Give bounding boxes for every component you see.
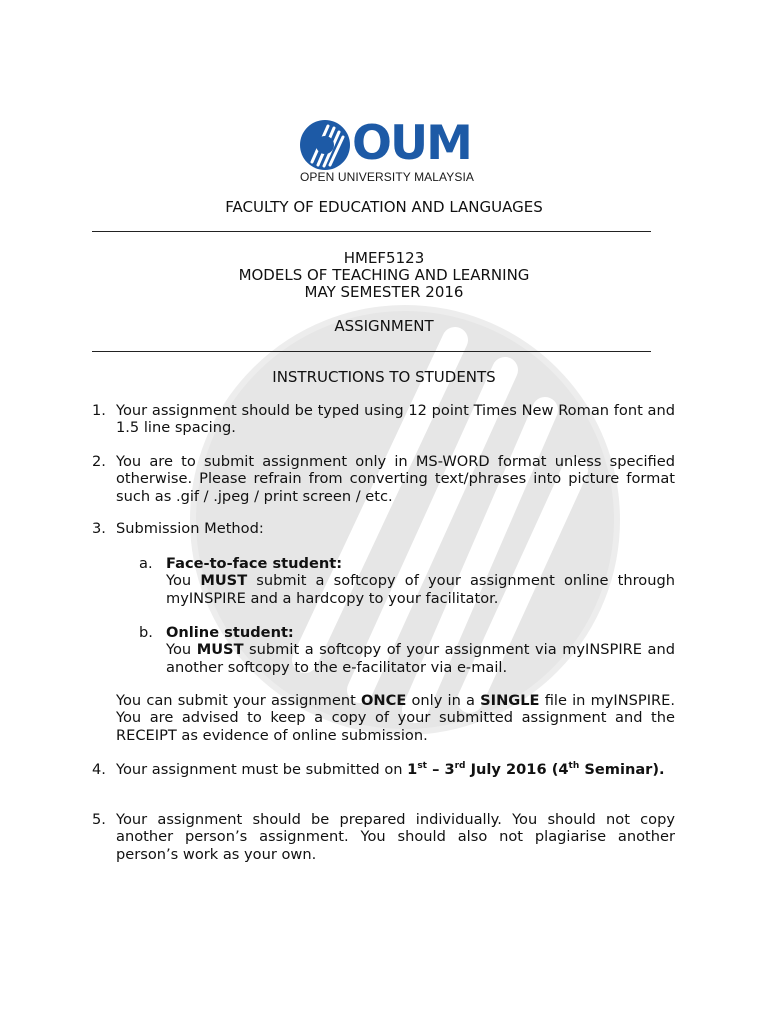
submission-method-face-to-face (139, 555, 675, 607)
item-text: You are to submit assignment only in MS-WORD format unless specified otherwise. Please refrain from converting text/phrases into picture format such as .gif / .jpeg / print screen / etc. (116, 453, 675, 505)
sub-item-body: You MUST submit a softcopy of your assignment via myINSPIRE and another softcopy to the e-facilitator via e-mail. (166, 641, 675, 676)
logo-wordmark: OUM (352, 116, 471, 171)
item-text: Submission Method: (116, 520, 264, 537)
sub-item-letter: b. (139, 624, 153, 641)
emphasis: SINGLE (480, 692, 540, 709)
instruction-item (92, 402, 675, 437)
item-number: 3. (92, 520, 106, 537)
course-title: MODELS OF TEACHING AND LEARNING (238, 266, 530, 284)
deadline-date: 1st – 3rd July 2016 (4th Seminar). (407, 761, 665, 778)
item-number: 2. (92, 453, 106, 470)
emphasis: ONCE (361, 692, 407, 709)
instruction-item (92, 453, 675, 505)
semester: MAY SEMESTER 2016 (304, 283, 464, 301)
emphasis: MUST (200, 572, 248, 590)
item-number: 5. (92, 811, 106, 828)
submission-note: You can submit your assignment ONCE only in a SINGLE file in myINSPIRE. You are advised to keep a copy of your submitted assignment and the RECEIPT as evidence of online submission. (116, 692, 676, 744)
instruction-item (92, 520, 675, 537)
sub-item-body: You MUST submit a softcopy of your assignment online through myINSPIRE and a hardcopy to your facilitator. (166, 572, 675, 607)
instruction-item (92, 811, 675, 863)
document-type: ASSIGNMENT (334, 317, 434, 335)
item-text: Your assignment must be submitted on 1st – 3rd July 2016 (4th Seminar). (116, 761, 665, 778)
submission-method-online (139, 624, 675, 676)
logo-subtitle: OPEN UNIVERSITY MALAYSIA (300, 170, 475, 184)
divider (92, 351, 651, 352)
sub-item-letter: a. (139, 555, 153, 572)
sub-item-heading: Face-to-face student: (166, 555, 343, 572)
item-text: Your assignment should be typed using 12 point Times New Roman font and 1.5 line spacing. (116, 402, 675, 437)
instructions-heading: INSTRUCTIONS TO STUDENTS (272, 368, 496, 386)
item-text: Your assignment should be prepared individually. You should not copy another person’s assignment. You should also not plagiarise another person’s work as your own. (116, 811, 675, 863)
sub-item-heading: Online student: (166, 624, 294, 641)
course-code: HMEF5123 (343, 249, 425, 267)
emphasis: MUST (196, 641, 244, 659)
instruction-item-deadline (92, 761, 675, 778)
item-number: 4. (92, 761, 106, 778)
oum-emblem-icon (298, 118, 352, 172)
divider (92, 231, 651, 232)
item-number: 1. (92, 402, 106, 419)
oum-logo (298, 118, 478, 188)
faculty-name: FACULTY OF EDUCATION AND LANGUAGES (225, 198, 543, 216)
